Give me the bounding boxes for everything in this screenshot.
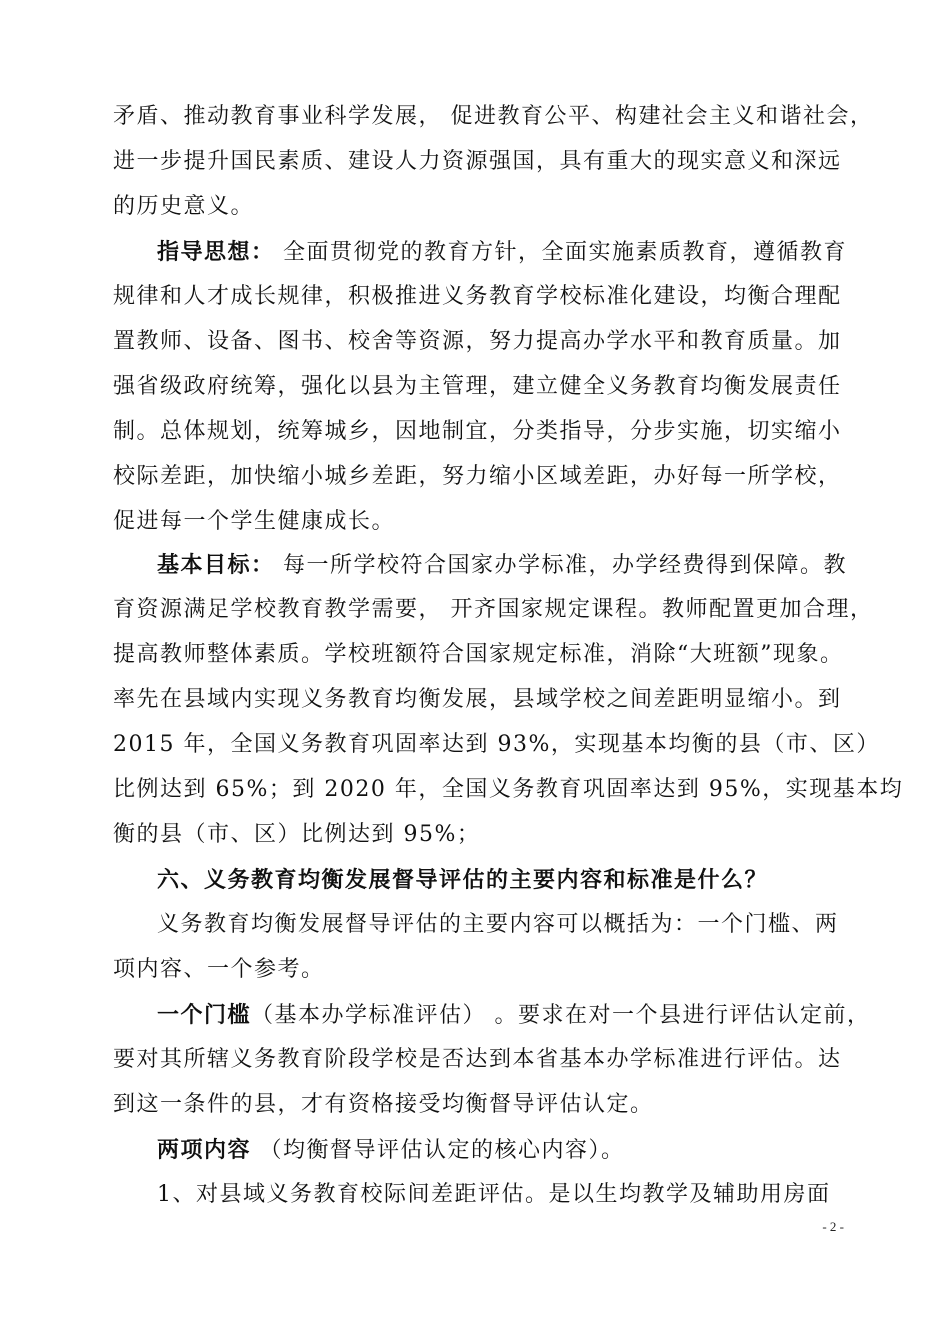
text-line: 1、对县域义务教育校际间差距评估。是以生均教学及辅助用房面 (157, 1182, 831, 1207)
text-segment: 全面贯彻党的教育方针，全面实施素质教育，遵循教育 (283, 240, 848, 265)
text-segment: 每一所学校符合国家办学标准，办学经费得到保障。教 (283, 553, 848, 578)
text-line: 强省级政府统筹，强化以县为主管理，建立健全义务教育均衡发展责任 (113, 374, 842, 399)
text-line: 率先在县域内实现义务教育均衡发展，县域学校之间差距明显缩小。到 (113, 687, 842, 712)
page-number: - 2 - (822, 1219, 844, 1234)
heading-basic-goals: 基本目标： (157, 552, 275, 578)
paragraph-threshold (157, 1000, 871, 1031)
text-line: 提高教师整体素质。学校班额符合国家规定标准，消除“大班额”现象。 (113, 642, 844, 667)
text-segment: （均衡督导评估认定的核心内容）。 (251, 1138, 625, 1163)
text-line: 2015 年，全国义务教育巩固率达到 93%，实现基本均衡的县（市、区） (113, 732, 880, 757)
text-line: 的历史意义。 (113, 194, 255, 219)
text-line: 衡的县（市、区）比例达到 95%； (113, 822, 481, 847)
text-line: 规律和人才成长规律，积极推进义务教育学校标准化建设，均衡合理配 (113, 284, 842, 309)
text-line: 进一步提升国民素质、建设人力资源强国，具有重大的现实意义和深远 (113, 149, 842, 174)
text-line: 比例达到 65%；到 2020 年，全国义务教育巩固率达到 95%，实现基本均 (113, 777, 904, 802)
text-line: 促进每一个学生健康成长。 (113, 509, 396, 534)
paragraph-guiding-ideology (157, 237, 847, 268)
text-segment: （基本办学标准评估） 。要求在对一个县进行评估认定前， (251, 1003, 871, 1028)
text-line: 矛盾、推动教育事业科学发展， 促进教育公平、构建社会主义和谐社会， (113, 104, 874, 129)
section-heading: 六、义务教育均衡发展督导评估的主要内容和标准是什么？ (157, 867, 769, 893)
text-line: 置教师、设备、图书、校舍等资源，努力提高办学水平和教育质量。加 (113, 329, 842, 354)
heading-two-items: 两项内容 (157, 1137, 252, 1163)
text-line: 要对其所辖义务教育阶段学校是否达到本省基本办学标准进行评估。达 (113, 1047, 842, 1072)
text-line: 制。总体规划，统筹城乡，因地制宜，分类指导，分步实施，切实缩小 (113, 419, 842, 444)
text-line: 项内容、一个参考。 (113, 957, 325, 982)
text-line: 义务教育均衡发展督导评估的主要内容可以概括为：一个门槛、两 (157, 912, 839, 937)
heading-guiding-ideology: 指导思想： (157, 239, 275, 265)
paragraph-basic-goals (157, 550, 847, 581)
text-line: 校际差距，加快缩小城乡差距，努力缩小区域差距，办好每一所学校， (113, 464, 842, 489)
text-line: 育资源满足学校教育教学需要， 开齐国家规定课程。教师配置更加合理， (113, 597, 874, 622)
paragraph-two-items (157, 1135, 625, 1166)
heading-threshold: 一个门槛 (157, 1002, 252, 1028)
text-line: 到这一条件的县，才有资格接受均衡督导评估认定。 (113, 1092, 654, 1117)
